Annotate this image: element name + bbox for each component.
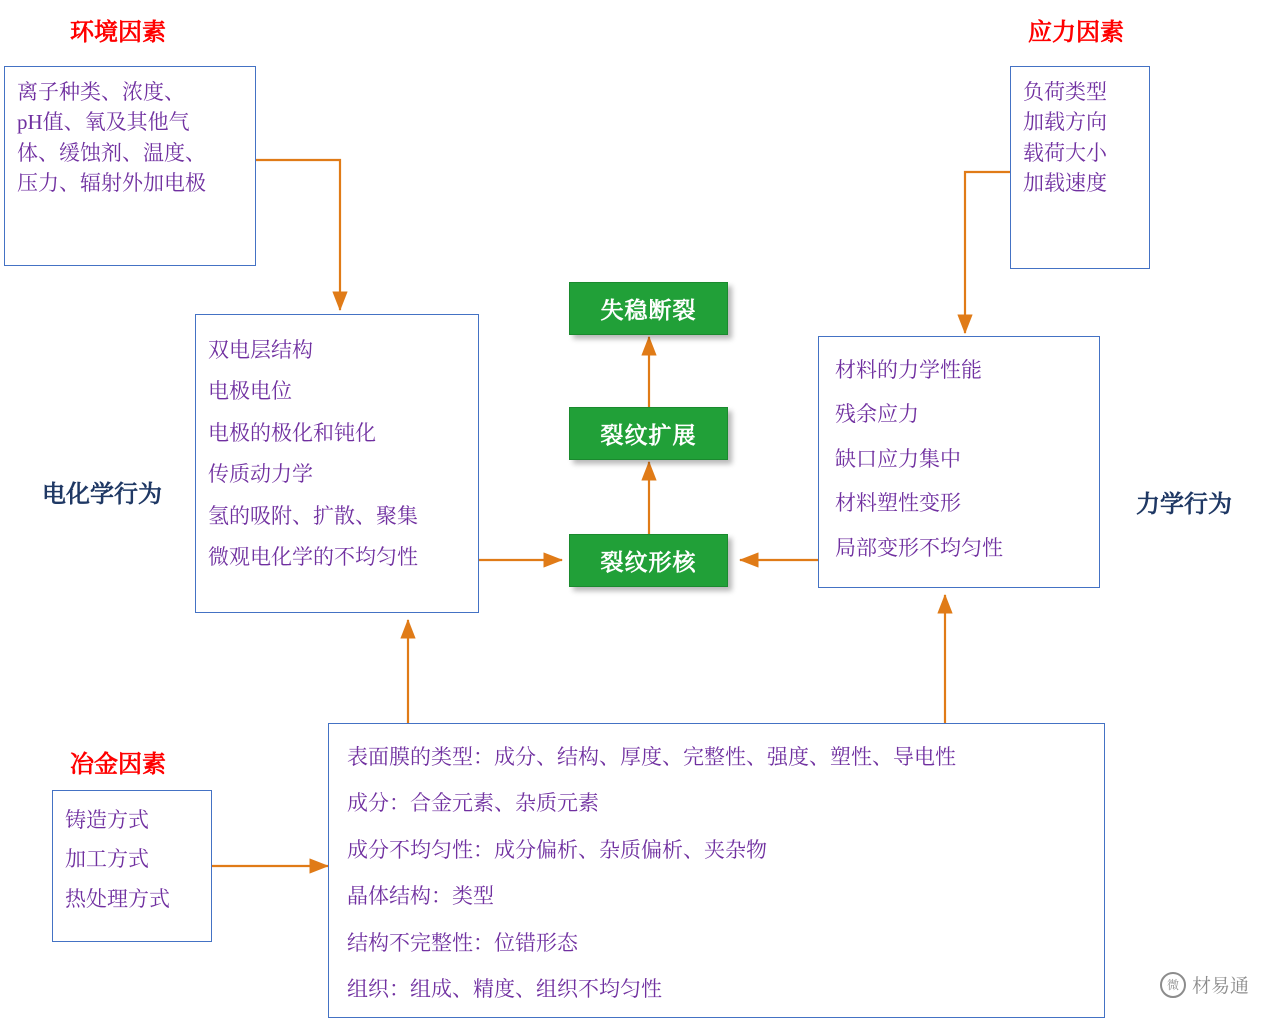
box-electrochemical-line-3: 电极的极化和钝化 [208,420,376,445]
node-unstable-fracture: 失稳断裂 [569,282,728,335]
box-material-line-6: 组织：组成、精度、组织不均匀性 [347,977,662,1002]
box-environment-line-3: 体、缓蚀剂、温度、 [17,140,206,165]
box-metallurgy-process [52,790,212,942]
watermark-text: 材易通 [1191,976,1249,997]
box-material-line-4: 晶体结构：类型 [347,884,494,909]
box-mechanical-line-2: 残余应力 [835,402,919,427]
wechat-icon: 微 [1160,972,1186,998]
box-mechanical-line-1: 材料的力学性能 [835,358,982,382]
heading-stress: 应力因素 [1028,19,1124,46]
box-metallurgy-line-3: 热处理方式 [65,886,170,911]
box-electrochemical-line-2: 电极电位 [208,379,292,404]
box-stress-line-2: 加载方向 [1023,110,1107,135]
box-material-line-2: 成分：合金元素、杂质元素 [347,791,599,816]
box-environment-line-1: 离子种类、浓度、 [17,80,185,104]
box-environment-line-4: 压力、辐射外加电极 [17,171,206,196]
box-electrochemical-behaviour [195,314,479,613]
box-mechanical-line-3: 缺口应力集中 [835,446,961,471]
node-crack-nucleation: 裂纹形核 [569,534,728,587]
box-stress-factors [1010,66,1150,269]
box-material-line-5: 结构不完整性：位错形态 [347,930,578,955]
box-material-line-1: 表面膜的类型：成分、结构、厚度、完整性、强度、塑性、导电性 [347,745,956,769]
box-electrochemical-line-5: 氢的吸附、扩散、聚集 [208,503,418,528]
box-metallurgy-line-1: 铸造方式 [65,808,149,832]
box-stress-line-4: 加载速度 [1023,171,1107,196]
box-stress-line-3: 载荷大小 [1023,140,1107,165]
heading-environment: 环境因素 [70,19,166,46]
box-metallurgy-line-2: 加工方式 [65,847,149,872]
box-mechanical-behaviour [818,336,1100,588]
box-material-line-3: 成分不均匀性：成分偏析、杂质偏析、夹杂物 [347,837,767,862]
heading-metallurgy: 冶金因素 [70,751,166,778]
box-environment-factors [4,66,256,266]
box-stress-line-1: 负荷类型 [1023,80,1107,104]
box-material-factors [328,723,1105,1018]
box-environment-line-2: pH值、氧及其他气 [17,110,190,135]
box-electrochemical-line-6: 微观电化学的不均匀性 [208,545,418,570]
box-mechanical-line-5: 局部变形不均匀性 [835,535,1003,560]
box-mechanical-line-4: 材料塑性变形 [835,491,961,516]
box-electrochemical-line-1: 双电层结构 [208,338,313,362]
heading-electrochemical: 电化学行为 [42,481,162,508]
box-electrochemical-line-4: 传质动力学 [208,462,313,487]
watermark [1160,971,1249,998]
heading-mechanical: 力学行为 [1136,491,1232,518]
node-crack-propagation: 裂纹扩展 [569,407,728,460]
